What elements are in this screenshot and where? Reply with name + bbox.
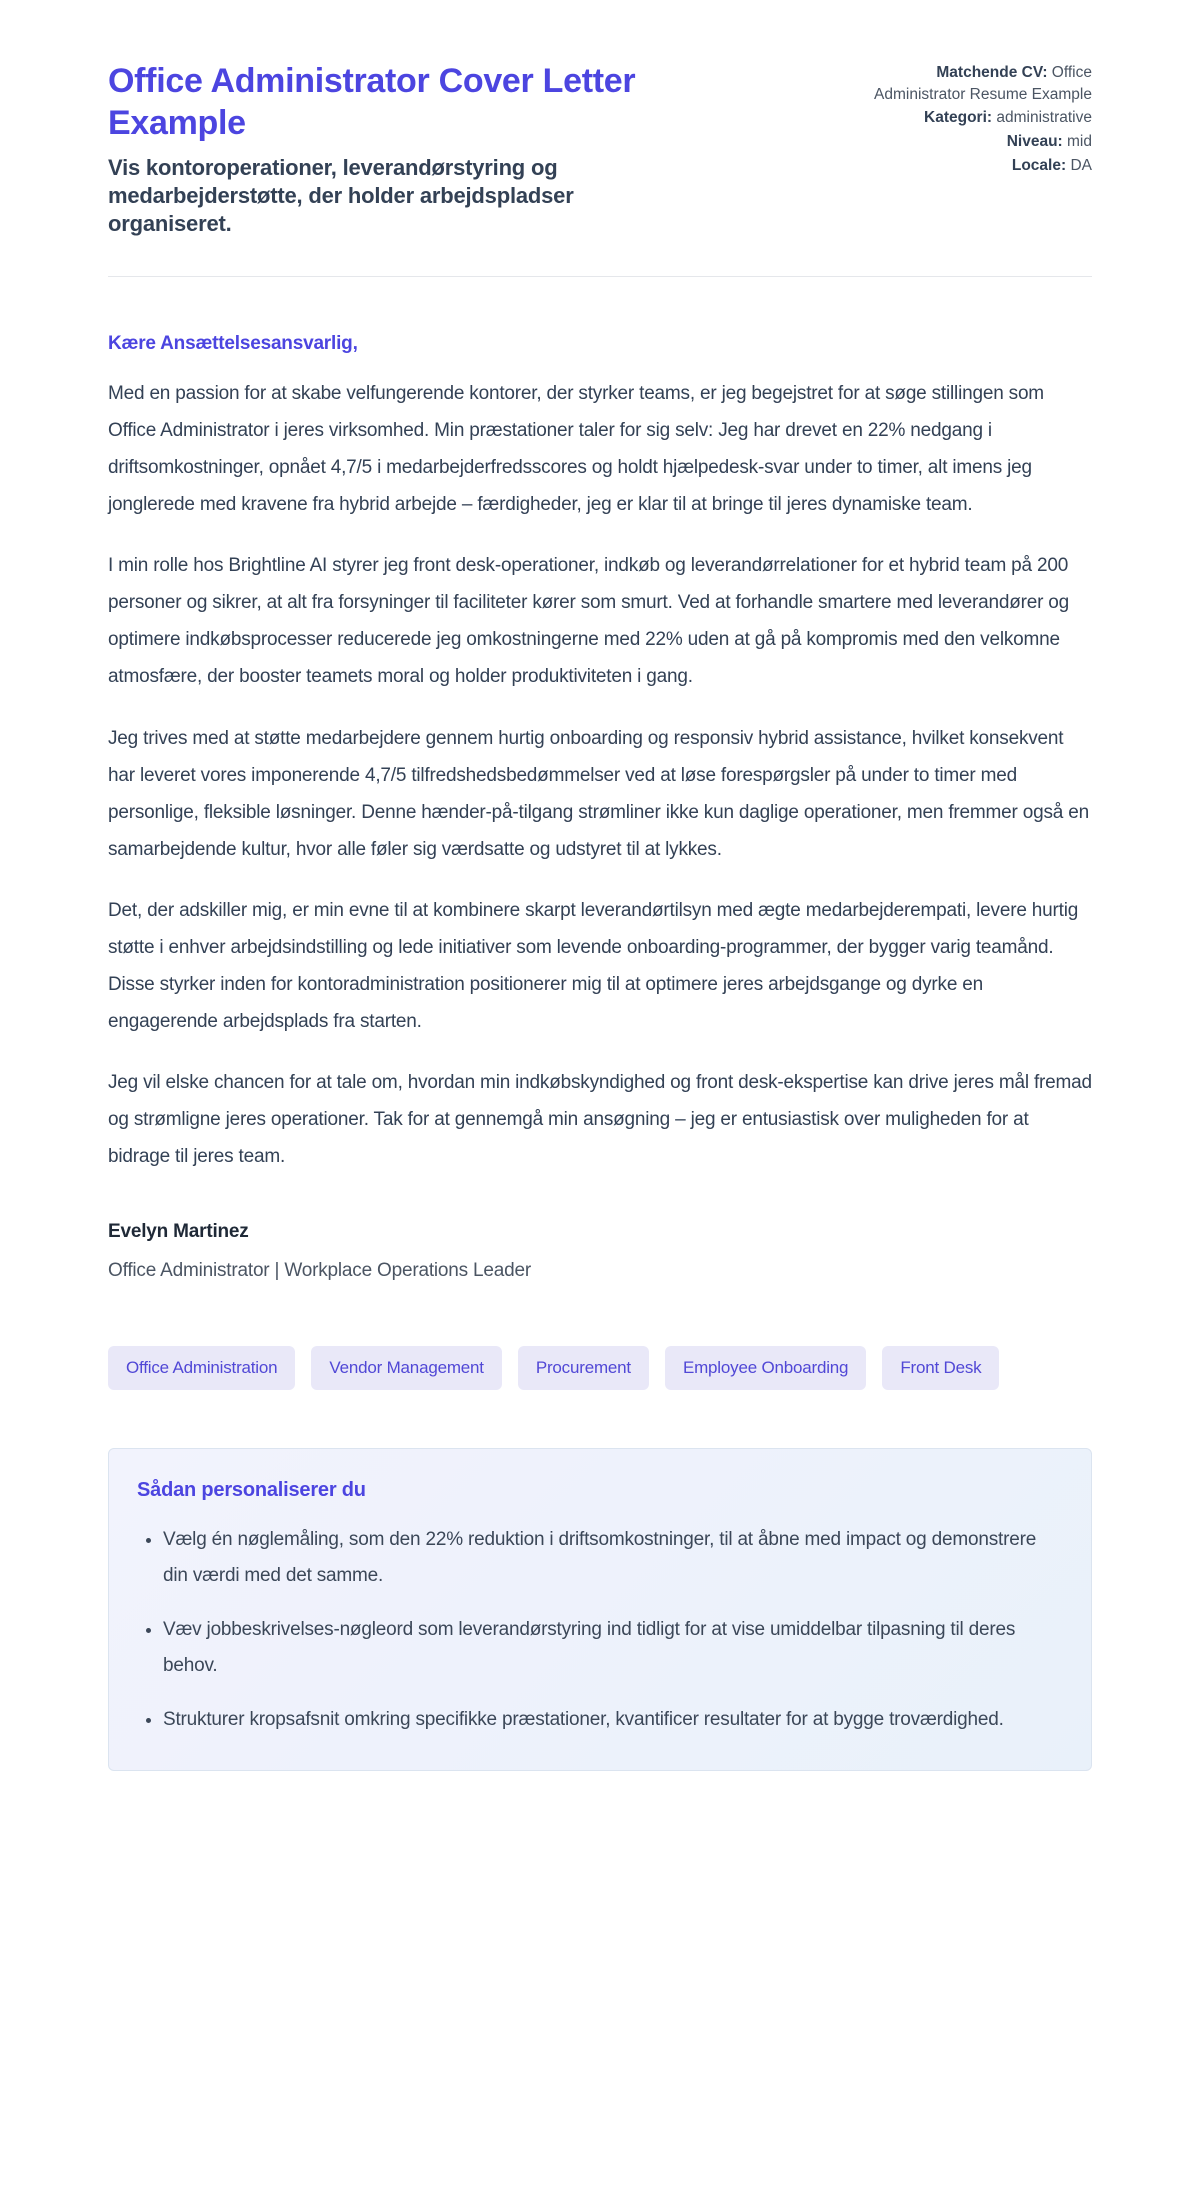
tip-item-3: • Strukturer kropsafsnit omkring specifikke præstationer, kvantificer resultater for at bygge troværdighed. xyxy=(163,1702,1063,1738)
meta-panel xyxy=(846,60,1092,178)
meta-locale-label: Locale: xyxy=(1011,156,1067,174)
letter-greeting: Kære Ansættelsesansvarlig, xyxy=(108,333,358,355)
meta-level xyxy=(846,131,1092,153)
header xyxy=(108,60,1092,238)
meta-locale xyxy=(846,155,1092,177)
letter-paragraph-3: Jeg trives med at støtte medarbejdere gennem hurtig onboarding og responsiv hybrid assistance, hvilket konsekvent har leveret vores imponerende 4,7/5 tilfredshedsbedømmelser ved at løse forespørgsler på under to timer med personlige, fleksible løsninger. Denne hænder-på-tilgang strømliner ikke kun daglige operationer, men fremmer også en samarbejdende kultur, hvor alle føler sig værdsatte og udstyret til at lykkes. xyxy=(108,727,1089,860)
tag-front-desk: Front Desk xyxy=(882,1346,999,1390)
letter-paragraph-4: Det, der adskiller mig, er min evne til at kombinere skarpt leverandørtilsyn med ægte medarbejderempati, levere hurtig støtte i enhver arbejdsindstilling og lede initiativer som levende onboarding-programmer, der bygger varig teamånd. Disse styrker inden for kontoradministration positionerer mig til at optimere jeres arbejdsgange og dyrke en engagerende arbejdsplads fra starten. xyxy=(108,899,1079,1032)
signature-name: Evelyn Martinez xyxy=(108,1221,249,1243)
meta-category-value: administrative xyxy=(996,109,1092,127)
meta-matching-cv-value: Office Administrator Resume Example xyxy=(874,64,1092,103)
letter-body xyxy=(108,333,1092,1282)
letter-paragraph-1: Med en passion for at skabe velfungerende kontorer, der styrker teams, er jeg begejstret for at søge stillingen som Office Administrator i jeres virksomhed. Min præstationer taler for sig selv: Jeg har drevet en 22% nedgang i driftsomkostninger, opnået 4,7/5 i medarbejderfredsscores og holdt hjælpedesk-svar under to timer, alt imens jeg jonglerede med kravene fra hybrid arbejde – færdigheder, jeg er klar til at bringe til jeres dynamiske team. xyxy=(108,383,1044,516)
signature-role: Office Administrator | Workplace Operations Leader xyxy=(108,1260,531,1282)
cover-letter-page xyxy=(108,0,1092,1839)
tag-office-administration: Office Administration xyxy=(108,1346,295,1390)
tag-employee-onboarding: Employee Onboarding xyxy=(665,1346,866,1390)
tip-item-1: • Vælg én nøglemåling, som den 22% reduktion i driftsomkostninger, til at åbne med impact og demonstrere din værdi med det samme. xyxy=(163,1522,1063,1594)
meta-locale-value: DA xyxy=(1070,156,1092,174)
meta-category xyxy=(846,107,1092,129)
meta-matching-cv-label: Matchende CV: xyxy=(936,64,1048,81)
tag-list xyxy=(108,1346,1092,1390)
meta-matching-cv xyxy=(846,62,1092,105)
tag-vendor-management: Vendor Management xyxy=(311,1346,501,1390)
letter-paragraph-2: I min rolle hos Brightline AI styrer jeg front desk-operationer, indkøb og leverandørrelationer for et hybrid team på 200 personer og sikrer, at alt fra forsyninger til faciliteter kører som smurt. Ved at forhandle smartere med leverandører og optimere indkøbsprocesser reducerede jeg omkostningerne med 22% uden at gå på kompromis med den velkomne atmosfære, der booster teamets moral og holder produktiviteten i gang. xyxy=(108,555,1070,688)
tag-procurement: Procurement xyxy=(518,1346,649,1390)
page-title: Office Administrator Cover Letter Example xyxy=(108,62,636,143)
meta-level-label: Niveau: xyxy=(1006,133,1063,151)
tip-item-2: • Væv jobbeskrivelses-nøgleord som leverandørstyring ind tidligt for at vise umiddelbar tilpasning til deres behov. xyxy=(163,1612,1063,1684)
meta-level-value: mid xyxy=(1067,133,1092,151)
tips-heading: Sådan personaliserer du xyxy=(137,1479,366,1502)
meta-category-label: Kategori: xyxy=(924,109,993,127)
header-divider xyxy=(108,276,1092,277)
page-subtitle: Vis kontoroperationer, leverandørstyring og medarbejderstøtte, der holder arbejdspladser organiseret. xyxy=(108,155,574,237)
header-title-block xyxy=(108,60,748,238)
personalization-tips-box xyxy=(108,1448,1092,1771)
letter-paragraph-5: Jeg vil elske chancen for at tale om, hvordan min indkøbskyndighed og front desk-ekspertise kan drive jeres mål fremad og strømligne jeres operationer. Tak for at gennemgå min ansøgning – jeg er entusiastisk over muligheden for at bidrage til jeres team. xyxy=(108,1071,1092,1167)
tips-list xyxy=(137,1522,1063,1738)
